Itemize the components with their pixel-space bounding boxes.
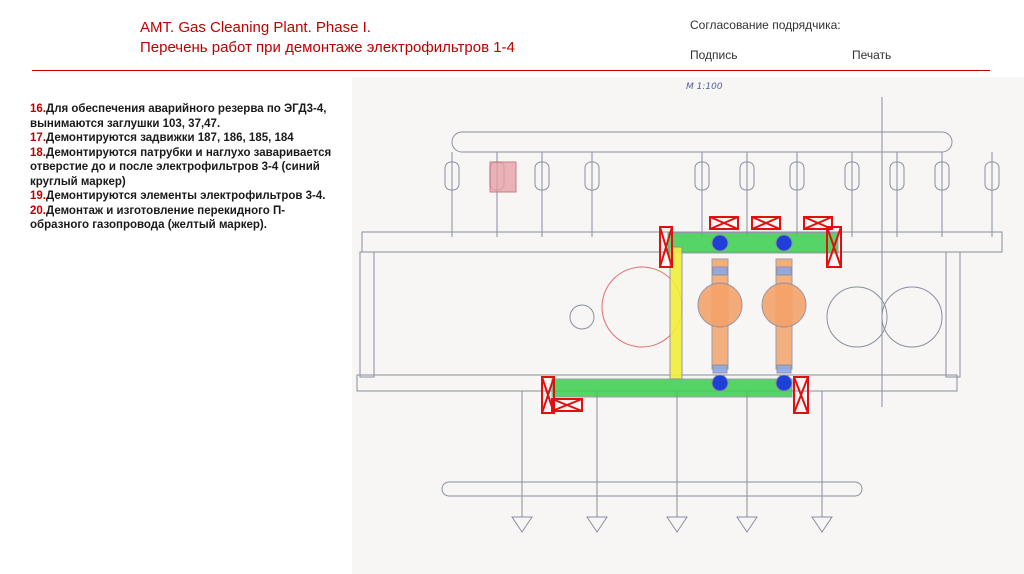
piping-schematic-drawing [352,77,1024,574]
blue-round-marker [712,235,728,251]
blue-round-marker [712,375,728,391]
list-item: 18.Демонтируются патрубки и наглухо заваривается отверстие до и после электрофильтров 3-4 (синий круглый маркер) [30,146,332,188]
filter-nozzle [777,267,791,275]
list-item: 19.Демонтируются элементы электрофильтров 3-4. [30,190,326,202]
title-line-1: AMT. Gas Cleaning Plant. Phase I. [140,19,371,36]
approval-label: Согласование подрядчика: [690,18,841,32]
blue-round-marker [776,235,792,251]
list-item: 17.Демонтируются задвижки 187, 186, 185, 184 [30,132,294,144]
filter-nozzle [713,365,727,373]
green-lower-duct [552,379,792,397]
orange-filter-head [762,283,806,327]
signature-label: Подпись [690,48,738,62]
blue-round-marker [776,375,792,391]
works-list [30,102,340,233]
title-line-2: Перечень работ при демонтаже электрофильтров 1-4 [140,39,515,56]
green-upper-duct [668,233,838,253]
contractor-approval-block [690,18,950,68]
slide-title [140,18,515,58]
orange-filter-head [698,283,742,327]
filter-nozzle [713,267,727,275]
filter-nozzle [777,365,791,373]
header-divider [32,70,990,71]
list-item: 20.Демонтаж и изготовление перекидного П-образного газопровода (желтый маркер). [30,204,286,231]
removed-element-marker [490,162,516,192]
seal-label: Печать [852,48,892,62]
list-item: 16.Для обеспечения аварийного резерва по ЭГД3-4, вынимаются заглушки 103, 37,47. [30,103,327,130]
scale-note: M 1:100 [686,82,723,92]
